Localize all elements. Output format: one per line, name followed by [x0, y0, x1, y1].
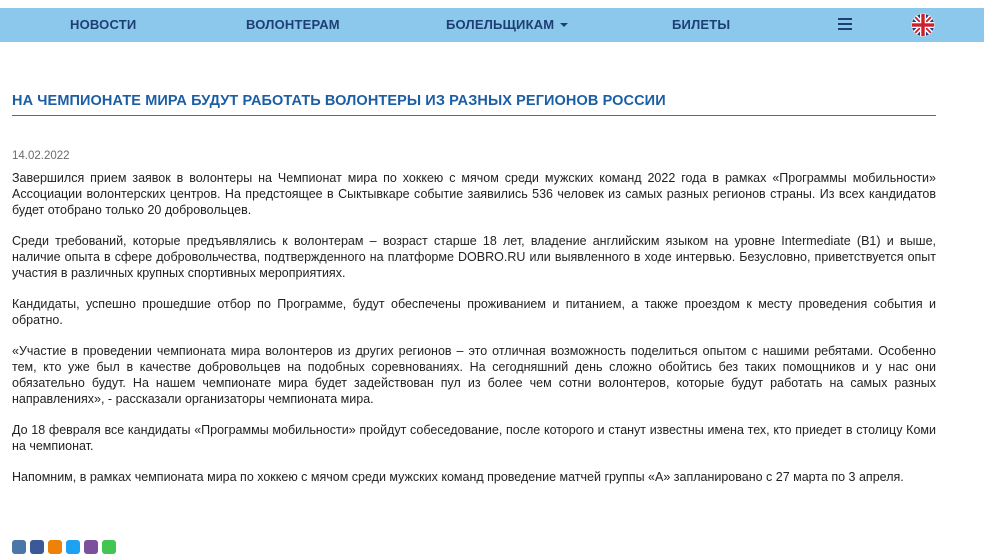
article-paragraph: Завершился прием заявок в волонтеры на Чемпионат мира по хоккею с мячом среди мужских команд 2022 года в рамках «Программы мобильности» Ассоциации волонтерских центров. На предстоящее в Сыктывкаре событие заявились 536 человек из самых разных регионов страны. Из всех кандидатов будет отобрано только 20 добровольцев.	[12, 171, 936, 217]
article-body	[12, 170, 936, 500]
viber-icon[interactable]	[84, 540, 98, 554]
nav-item-label: БИЛЕТЫ	[672, 17, 731, 32]
vk-icon[interactable]	[12, 540, 26, 554]
article-paragraph: Напомним, в рамках чемпионата мира по хоккею с мячом среди мужских команд проведение матчей группы «А» запланировано с 27 марта по 3 апреля.	[12, 470, 904, 484]
nav-item-tickets[interactable]	[672, 8, 730, 42]
article-paragraph: Среди требований, которые предъявлялись к волонтерам – возраст старше 18 лет, владение английским языком на уровне Intermediate (B1) и выше, наличие опыта в сфере добровольчества, подтвержденного на платформе DOBRO.RU или выявленного в ходе интервью. Безусловно, приветствуется опыт участия в различных крупных спортивных мероприятиях.	[12, 234, 936, 280]
nav-item-label: ВОЛОНТЕРАМ	[246, 17, 340, 32]
nav-item-news[interactable]	[70, 8, 136, 42]
article-paragraph: Кандидаты, успешно прошедшие отбор по Программе, будут обеспечены проживанием и питанием, а также проездом к месту проведения события и обратно.	[12, 297, 936, 327]
facebook-icon[interactable]	[30, 540, 44, 554]
odnoklassniki-icon[interactable]	[48, 540, 62, 554]
nav-item-label: БОЛЕЛЬЩИКАМ	[446, 17, 555, 32]
nav-item-fans-dropdown[interactable]	[446, 8, 568, 42]
title-divider	[12, 115, 936, 116]
hamburger-menu-icon[interactable]	[838, 18, 852, 32]
whatsapp-icon[interactable]	[102, 540, 116, 554]
article-title: НА ЧЕМПИОНАТЕ МИРА БУДУТ РАБОТАТЬ ВОЛОНТЕРЫ ИЗ РАЗНЫХ РЕГИОНОВ РОССИИ	[12, 93, 666, 109]
uk-flag-icon[interactable]	[911, 13, 935, 37]
twitter-icon[interactable]	[66, 540, 80, 554]
nav-item-label: НОВОСТИ	[70, 17, 137, 32]
caret-down-icon	[560, 23, 568, 27]
article-date: 14.02.2022	[12, 150, 70, 162]
article-paragraph: «Участие в проведении чемпионата мира волонтеров из других регионов – это отличная возможность поделиться опытом с нашими ребятами. Особенно тем, кто уже был в качестве добровольцев на подобных соревнованиях. На сегодняшний день сложно обойтись без таких помощников и у нас они обязательно будут. На нашем чемпионате мира будет задействован пул из более чем сотни волонтеров, которые будут работать на самых разных направлениях», - рассказали организаторы чемпионата мира.	[12, 344, 936, 406]
top-navigation-bar	[0, 8, 984, 42]
article-paragraph: До 18 февраля все кандидаты «Программы мобильности» пройдут собеседование, после которого и станут известны имена тех, кто приедет в столицу Коми на чемпионат.	[12, 423, 936, 453]
nav-item-volunteers[interactable]	[246, 8, 340, 42]
